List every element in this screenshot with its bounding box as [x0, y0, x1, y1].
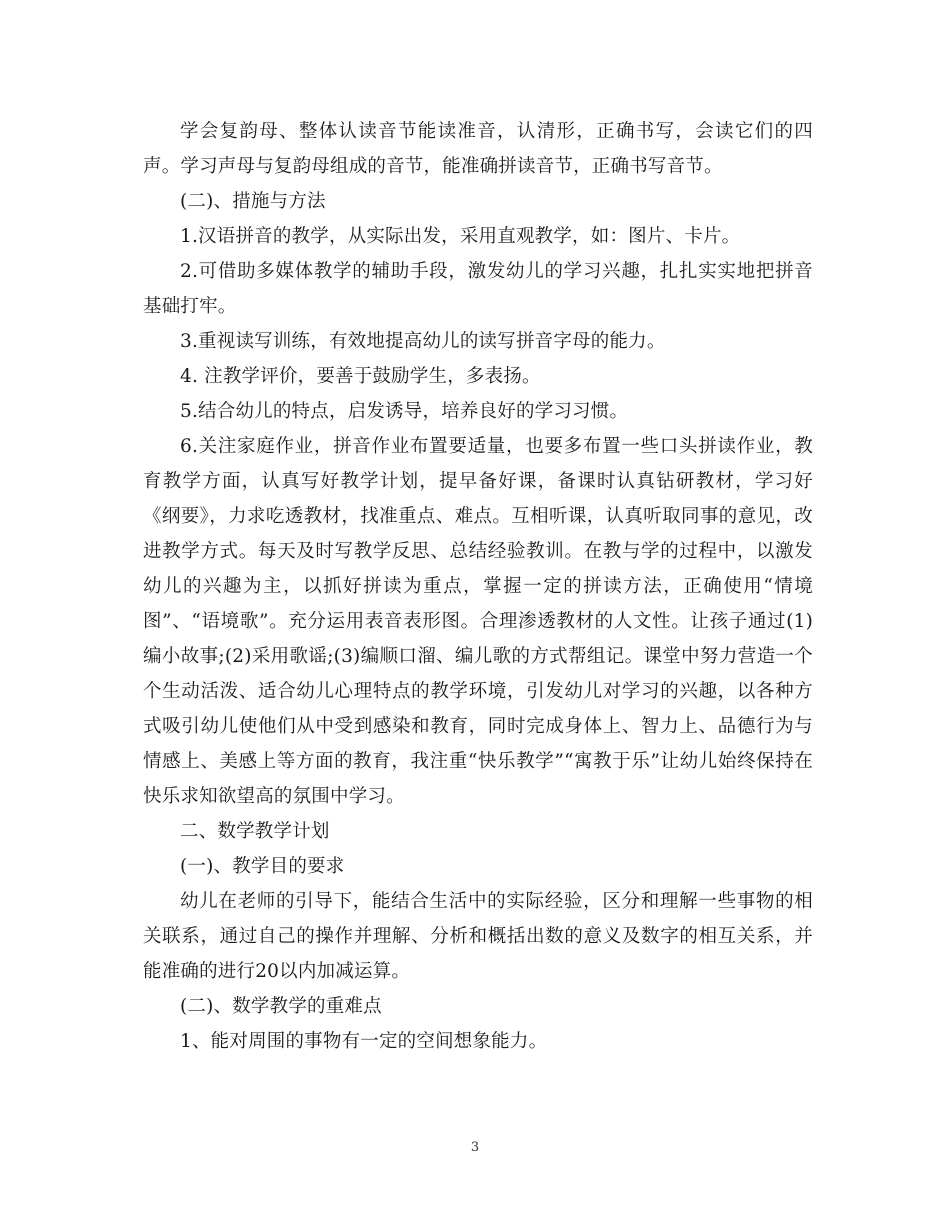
- list-item-4: 4. 注教学评价，要善于鼓励学生，多表扬。: [180, 366, 541, 387]
- list-item-5: 5.结合幼儿的特点，启发诱导，培养良好的学习习惯。: [180, 401, 629, 422]
- document-body: [143, 114, 813, 1059]
- list-item-6: 6.关注家庭作业，拼音作业布置要适量，也要多布置一些口头拼读作业，教育教学方面，认真写好教学计划，提早备好课，备课时认真钻研教材，学习好《纲要》，力求吃透教材，找准重点、难点。互相听课，认真听取同事的意见，改进教学方式。每天及时写教学反思、总结经验教训。在教与学的过程中，以激发幼儿的兴趣为主，以抓好拼读为重点，掌握一定的拼读方法，正确使用“情境图”、“语境歌”。充分运用表音表形图。合理渗透教材的人文性。让孩子通过(1)编小故事;(2)采用歌谣;(3)编顺口溜、编儿歌的方式帮组记。课堂中努力营造一个个生动活泼、适合幼儿心理特点的教学环境，引发幼儿对学习的兴趣，以各种方式吸引幼儿使他们从中受到感染和教育，同时完成身体上、智力上、品德行为与情感上、美感上等方面的教育，我注重“快乐教学”“寓教于乐”让幼儿始终保持在快乐求知欲望高的氛围中学习。: [143, 436, 813, 807]
- heading-math-plan: 二、数学教学计划: [180, 821, 330, 842]
- paragraph-spatial-imagination: 1、能对周围的事物有一定的空间想象能力。: [180, 1031, 548, 1052]
- page-number: 3: [470, 1140, 480, 1155]
- list-item-3: 3.重视读写训练，有效地提高幼儿的读写拼音字母的能力。: [180, 331, 666, 352]
- heading-measures-methods: (二)、措施与方法: [180, 191, 326, 212]
- list-item-2: 2.可借助多媒体教学的辅助手段，激发幼儿的学习兴趣，扎扎实实地把拼音基础打牢。: [143, 261, 813, 317]
- list-item-1: 1.汉语拼音的教学，从实际出发，采用直观教学，如：图片、卡片。: [180, 226, 741, 247]
- heading-teaching-goals: (一)、教学目的要求: [180, 856, 345, 877]
- heading-key-difficulties: (二)、数学教学的重难点: [180, 996, 382, 1017]
- paragraph-pinyin-goal: 学会复韵母、整体认读音节能读准音，认清形，正确书写，会读它们的四声。学习声母与复韵母组成的音节，能准确拼读音节，正确书写音节。: [143, 121, 813, 177]
- paragraph-math-goal: 幼儿在老师的引导下，能结合生活中的实际经验，区分和理解一些事物的相关联系，通过自己的操作并理解、分析和概括出数的意义及数字的相互关系，并能准确的进行20以内加减运算。: [143, 891, 813, 982]
